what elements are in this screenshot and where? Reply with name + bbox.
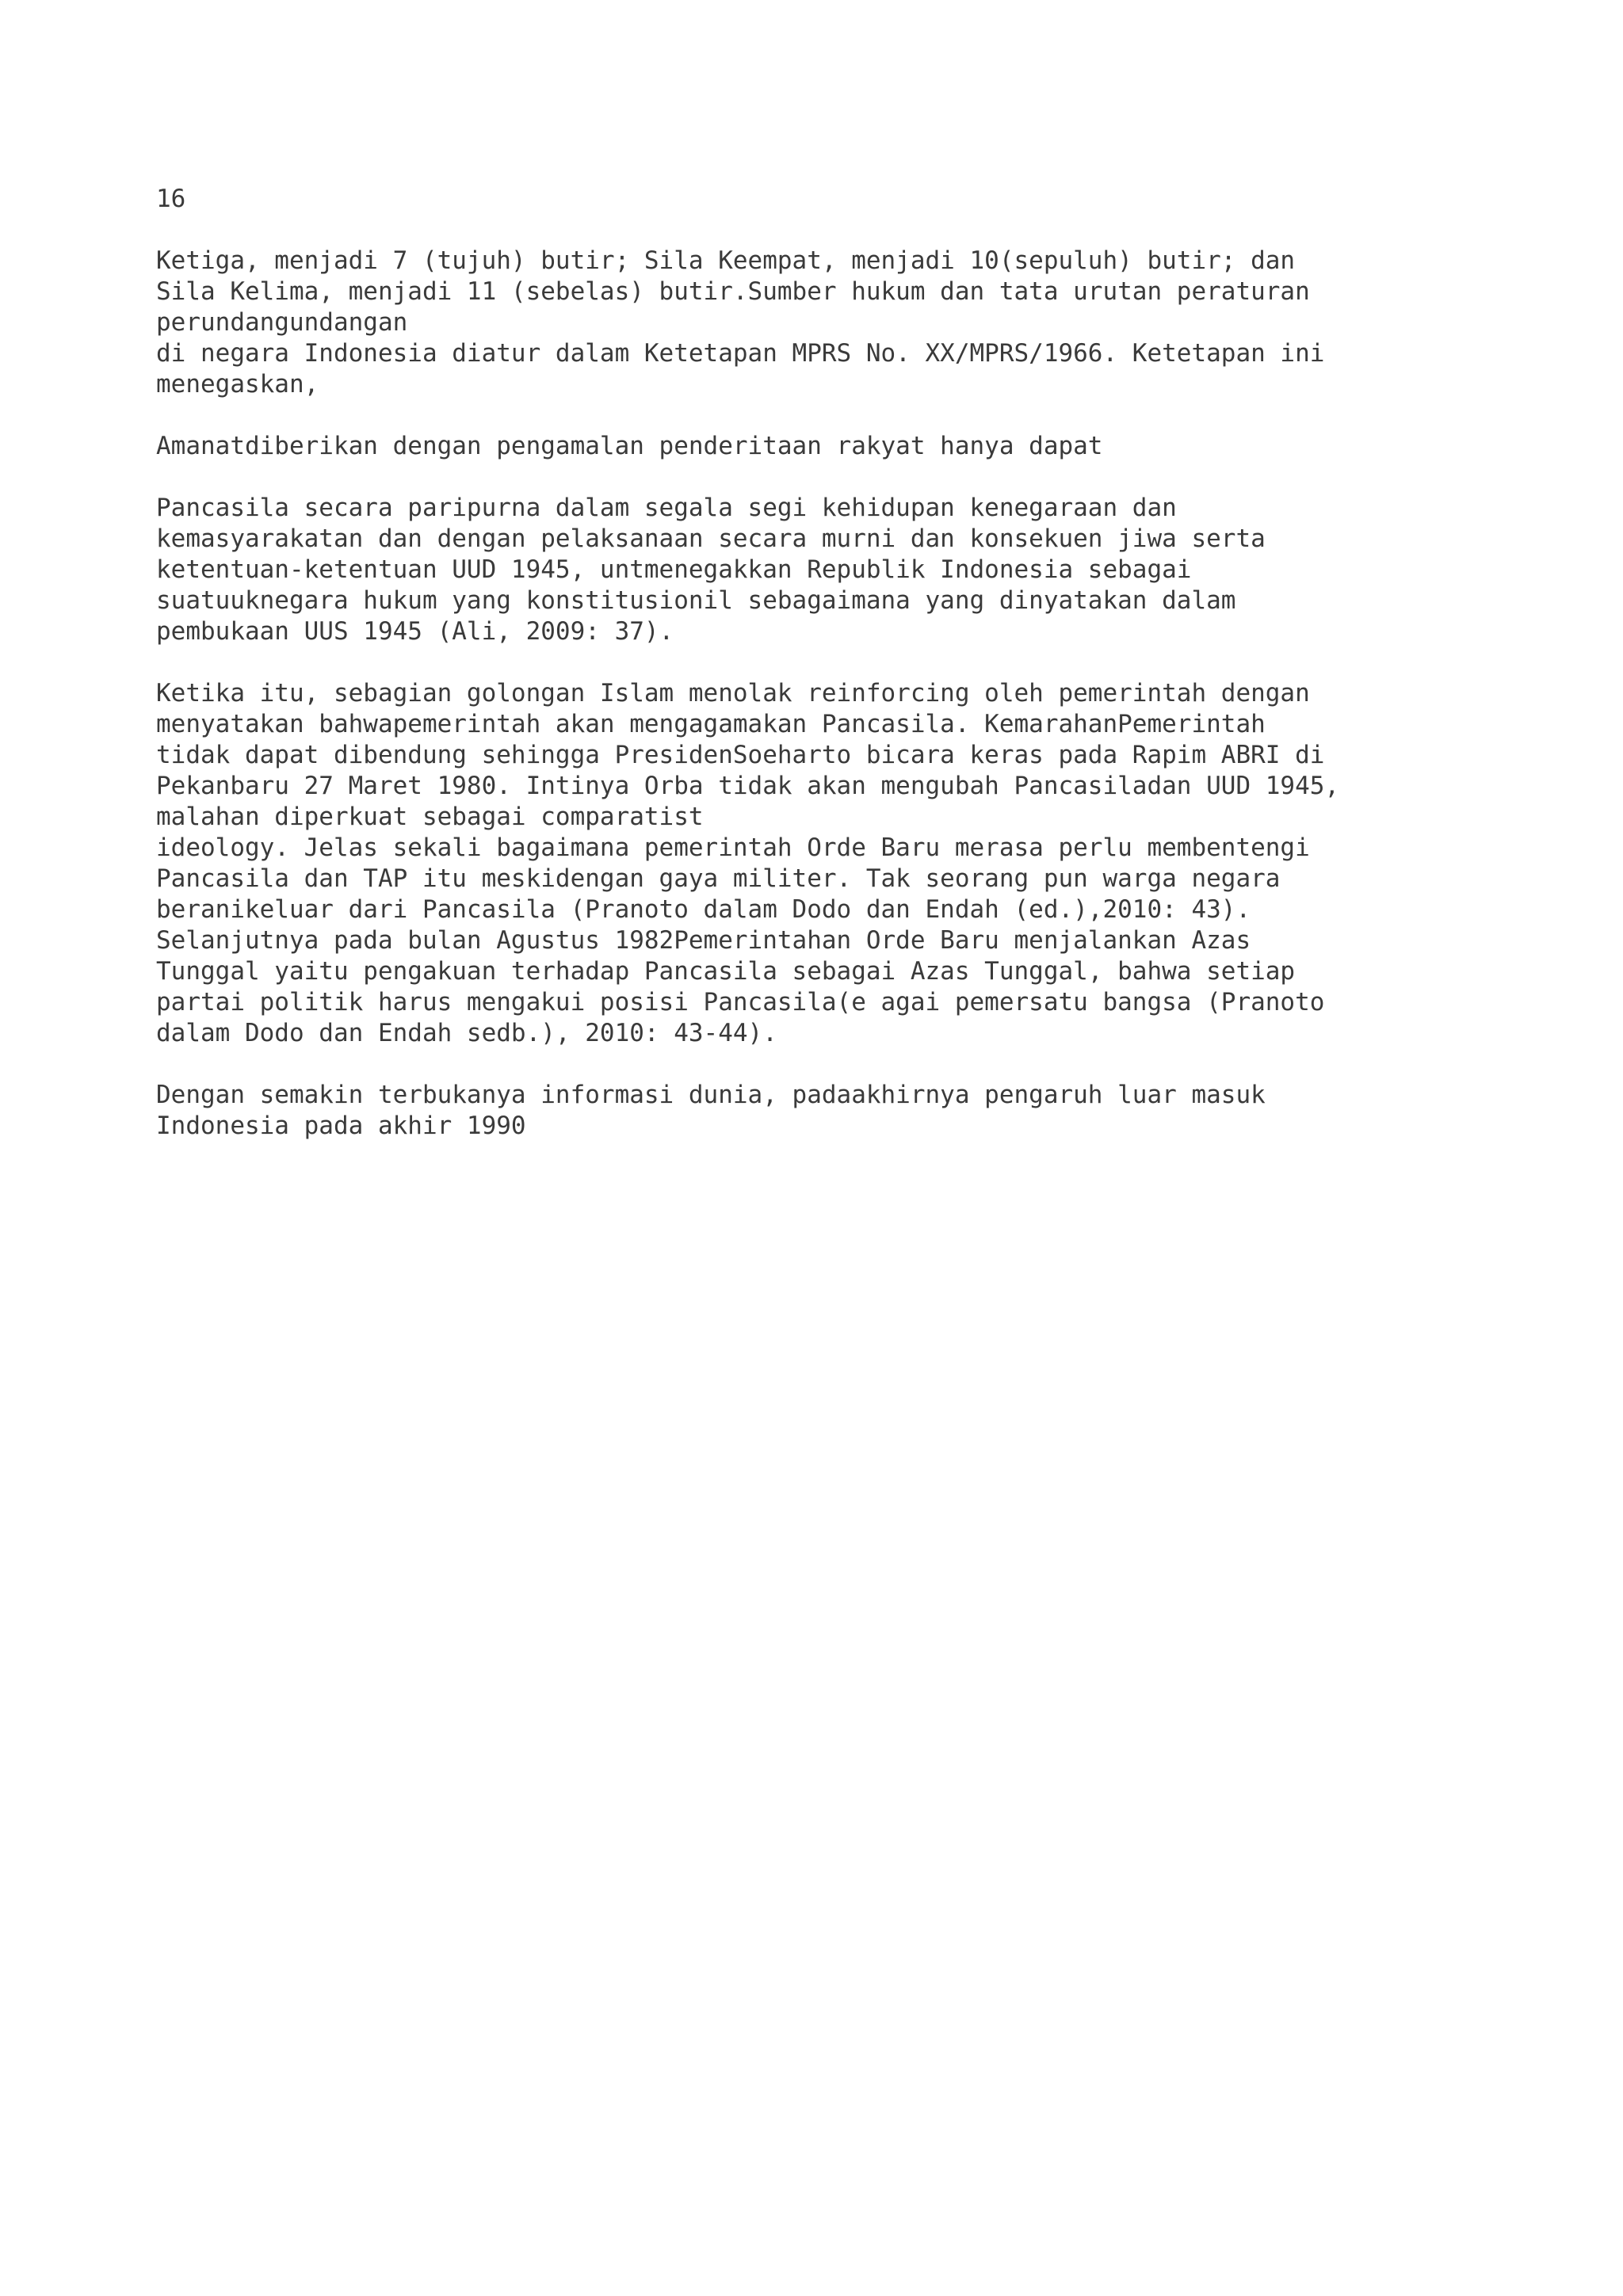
text-line: Pekanbaru 27 Maret 1980. Intinya Orba tidak akan mengubah Pancasiladan UUD 1945,: [156, 772, 1340, 800]
text-line: Tunggal yaitu pengakuan terhadap Pancasila sebagai Azas Tunggal, bahwa setiap: [156, 957, 1296, 986]
spacer: [156, 1049, 1503, 1080]
text-line: Dengan semakin terbukanya informasi dunia, padaakhirnya pengaruh luar masuk: [156, 1081, 1266, 1109]
text-line: menyatakan bahwapemerintah akan mengagamakan Pancasila. KemarahanPemerintah: [156, 710, 1266, 738]
text-line: kemasyarakatan dan dengan pelaksanaan secara murni dan konsekuen jiwa serta: [156, 524, 1266, 553]
spacer: [156, 462, 1503, 493]
text-line: suatuuknegara hukum yang konstitusionil sebagaimana yang dinyatakan dalam: [156, 586, 1236, 615]
text-line: di negara Indonesia diatur dalam Ketetapan MPRS No. XX/MPRS/1966. Ketetapan ini: [156, 339, 1325, 368]
text-line: Ketika itu, sebagian golongan Islam menolak reinforcing oleh pemerintah dengan: [156, 679, 1310, 707]
paragraph-1: [156, 246, 1503, 400]
text-line: perundangundangan: [156, 308, 408, 337]
spacer: [156, 647, 1503, 678]
text-line: Pancasila dan TAP itu meskidengan gaya militer. Tak seorang pun warga negara: [156, 864, 1281, 893]
text-line: Pancasila secara paripurna dalam segala segi kehidupan kenegaraan dan: [156, 494, 1177, 522]
paragraph-3: [156, 493, 1503, 647]
page-number: 16: [156, 185, 186, 213]
text-line: Indonesia pada akhir 1990: [156, 1112, 526, 1140]
spacer: [156, 400, 1503, 431]
text-line: pembukaan UUS 1945 (Ali, 2009: 37).: [156, 617, 674, 646]
text-line: menegaskan,: [156, 370, 319, 399]
text-line: partai politik harus mengakui posisi Pancasila(e agai pemersatu bangsa (Pranoto: [156, 988, 1325, 1016]
text-line: Selanjutnya pada bulan Agustus 1982Pemerintahan Orde Baru menjalankan Azas: [156, 926, 1251, 955]
paragraph-4: [156, 678, 1503, 1049]
text-line: beranikeluar dari Pancasila (Pranoto dalam Dodo dan Endah (ed.),2010: 43).: [156, 895, 1251, 924]
document-body: [156, 184, 1503, 1142]
spacer: [156, 215, 1503, 246]
text-line: Amanatdiberikan dengan pengamalan penderitaan rakyat hanya dapat: [156, 432, 1103, 460]
text-line: dalam Dodo dan Endah sedb.), 2010: 43-44).: [156, 1019, 777, 1047]
text-line: tidak dapat dibendung sehingga PresidenSoeharto bicara keras pada Rapim ABRI di: [156, 741, 1325, 769]
text-line: malahan diperkuat sebagai comparatist: [156, 803, 704, 831]
text-line: ideology. Jelas sekali bagaimana pemerintah Orde Baru merasa perlu membentengi: [156, 833, 1310, 862]
text-line: Sila Kelima, menjadi 11 (sebelas) butir.Sumber hukum dan tata urutan peraturan: [156, 277, 1310, 306]
text-line: ketentuan-ketentuan UUD 1945, untmenegakkan Republik Indonesia sebagai: [156, 555, 1192, 584]
paragraph-5: [156, 1080, 1503, 1142]
text-line: Ketiga, menjadi 7 (tujuh) butir; Sila Keempat, menjadi 10(sepuluh) butir; dan: [156, 246, 1296, 275]
paragraph-2: [156, 431, 1503, 462]
